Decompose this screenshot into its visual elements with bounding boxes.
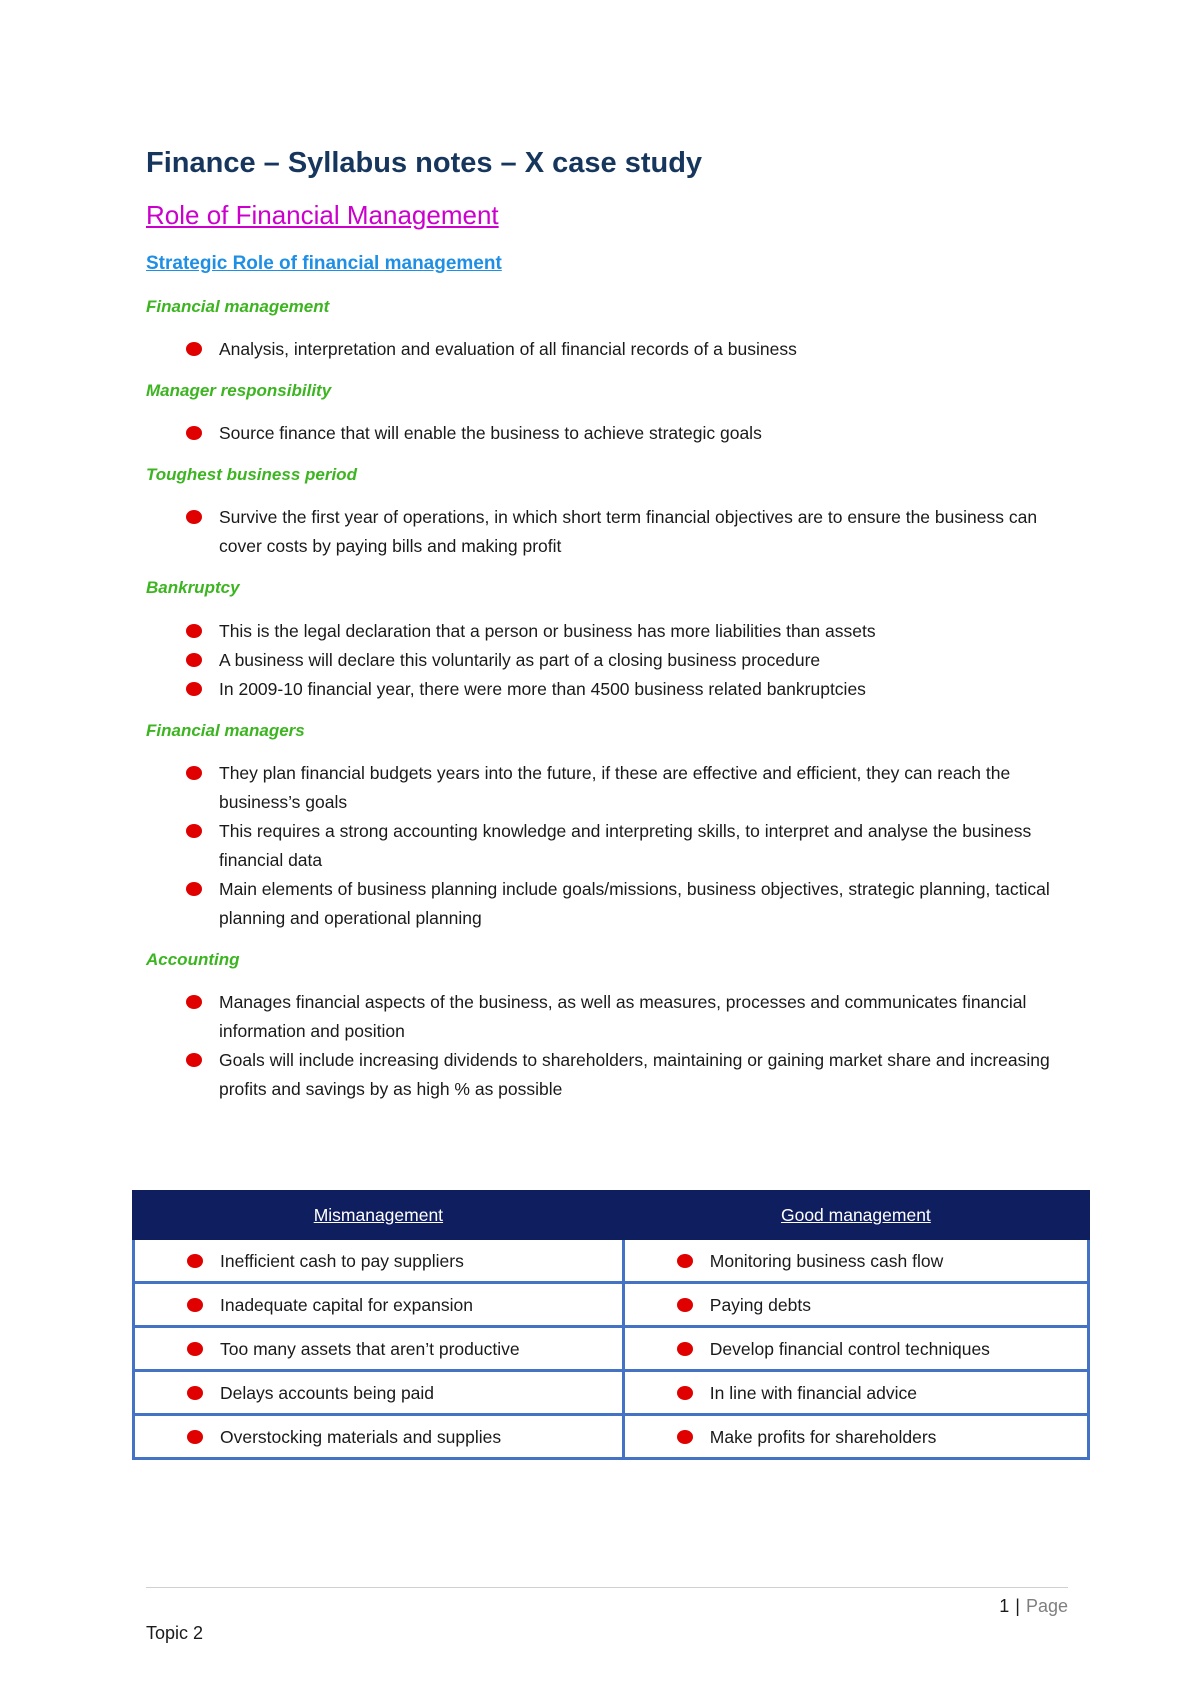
bullet-dot-icon [186,342,202,356]
table-cell [623,1239,1088,1283]
bullet-text: Survive the first year of operations, in which short term financial objectives are to ensure the business can cover costs by paying bills and making profit [219,507,1038,557]
cell-text: Develop financial control techniques [709,1338,990,1359]
cell-text: Make profits for shareholders [709,1426,937,1447]
cell-text: Inadequate capital for expansion [220,1294,473,1315]
bullet-text: This requires a strong accounting knowledge and interpreting skills, to interpret and analyse the business financial data [219,820,1032,870]
bullet-list [146,988,1066,1104]
bullet-text: This is the legal declaration that a person or business has more liabilities than assets [219,620,876,641]
bullet-dot-icon [186,766,202,780]
heading-role-of-financial-management: Role of Financial Management [146,200,499,231]
bullet-dot-icon [186,682,202,696]
bullet-text: They plan financial budgets years into the future, if these are effective and efficient, they can reach the business’s goals [219,762,1011,812]
bullet-dot-icon [187,1254,203,1268]
section-accounting [146,949,1066,1104]
bullet-list [146,759,1066,933]
table-cell [134,1327,624,1371]
section-heading: Bankruptcy [146,578,240,598]
header-mismanagement: Mismanagement [134,1192,624,1239]
table-row [134,1283,1089,1327]
bullet-dot-icon [186,824,202,838]
table-cell [623,1371,1088,1415]
bullet-text: A business will declare this voluntarily as part of a closing business procedure [219,649,821,670]
bullet-dot-icon [677,1430,693,1444]
section-heading: Toughest business period [146,465,357,484]
bullet-list [146,419,1066,448]
section-heading: Manager responsibility [146,380,332,400]
bullet-text: In 2009-10 financial year, there were more than 4500 business related bankruptcies [219,678,866,699]
bullet-dot-icon [186,882,202,896]
bullet-dot-icon [186,510,202,524]
section-heading: Financial managers [146,720,305,740]
section-heading: Accounting [146,949,240,969]
bullet-item [146,817,1066,875]
bullet-dot-icon [677,1386,693,1400]
bullet-list [146,335,1066,364]
page-number [999,1596,1068,1617]
table-row [134,1415,1089,1459]
table-row [134,1239,1089,1283]
bullet-dot-icon [187,1430,203,1444]
page-number-value: 1 [999,1596,1010,1616]
table-cell [134,1371,624,1415]
section-manager-responsibility [146,380,1066,448]
bullet-dot-icon [186,1053,202,1067]
page-number-separator: | [1015,1596,1020,1616]
sections-container [146,296,1066,1105]
section-financial-managers [146,720,1066,933]
cell-text: Too many assets that aren’t productive [220,1338,520,1359]
cell-text: Overstocking materials and supplies [220,1426,502,1447]
bullet-dot-icon [187,1386,203,1400]
cell-text: Paying debts [709,1294,811,1315]
document-body [146,145,1066,1120]
section-toughest-business-period [146,464,1066,561]
bullet-list [146,503,1066,561]
bullet-dot-icon [677,1298,693,1312]
bullet-item [146,335,1066,364]
bullet-text: Goals will include increasing dividends to shareholders, maintaining or gaining market share and increasing profits and savings by as high % as possible [219,1050,1050,1099]
bullet-dot-icon [186,653,202,667]
table-cell [134,1415,624,1459]
bullet-item [146,419,1066,448]
document-title: Finance – Syllabus notes – X case study [146,147,703,179]
management-comparison-table [132,1190,1090,1460]
bullet-item [146,1046,1066,1104]
bullet-item [146,503,1066,561]
bullet-list [146,617,1066,704]
cell-text: In line with financial advice [709,1382,917,1403]
bullet-text: Analysis, interpretation and evaluation of all financial records of a business [219,338,797,359]
table-cell [134,1239,624,1283]
bullet-item [146,988,1066,1046]
cell-text: Inefficient cash to pay suppliers [220,1250,464,1271]
bullet-item [146,759,1066,817]
table-row [134,1327,1089,1371]
section-financial-management [146,296,1066,364]
footer-topic: Topic 2 [146,1623,204,1643]
heading-strategic-role: Strategic Role of financial management [146,252,502,274]
table-header-row [134,1192,1089,1239]
section-bankruptcy [146,577,1066,703]
bullet-dot-icon [186,426,202,440]
bullet-dot-icon [677,1342,693,1356]
header-good-management: Good management [623,1192,1088,1239]
page-label: Page [1025,1596,1068,1616]
bullet-dot-icon [187,1298,203,1312]
bullet-dot-icon [187,1342,203,1356]
table-cell [623,1415,1088,1459]
table-cell [623,1327,1088,1371]
bullet-item [146,617,1066,646]
bullet-item [146,646,1066,675]
footer-divider [146,1587,1068,1588]
bullet-dot-icon [677,1254,693,1268]
bullet-item [146,875,1066,933]
table-cell [134,1283,624,1327]
cell-text: Delays accounts being paid [220,1382,435,1403]
bullet-text: Source finance that will enable the business to achieve strategic goals [219,423,762,443]
table-cell [623,1283,1088,1327]
section-heading: Financial management [146,296,330,316]
bullet-dot-icon [186,995,202,1009]
bullet-text: Main elements of business planning include goals/missions, business objectives, strategic planning, tactical planning and operational planning [219,878,1050,928]
bullet-item [146,675,1066,704]
bullet-text: Manages financial aspects of the business, as well as measures, processes and communicates financial information and position [219,992,1027,1041]
cell-text: Monitoring business cash flow [709,1250,944,1271]
bullet-dot-icon [186,624,202,638]
table-row [134,1371,1089,1415]
